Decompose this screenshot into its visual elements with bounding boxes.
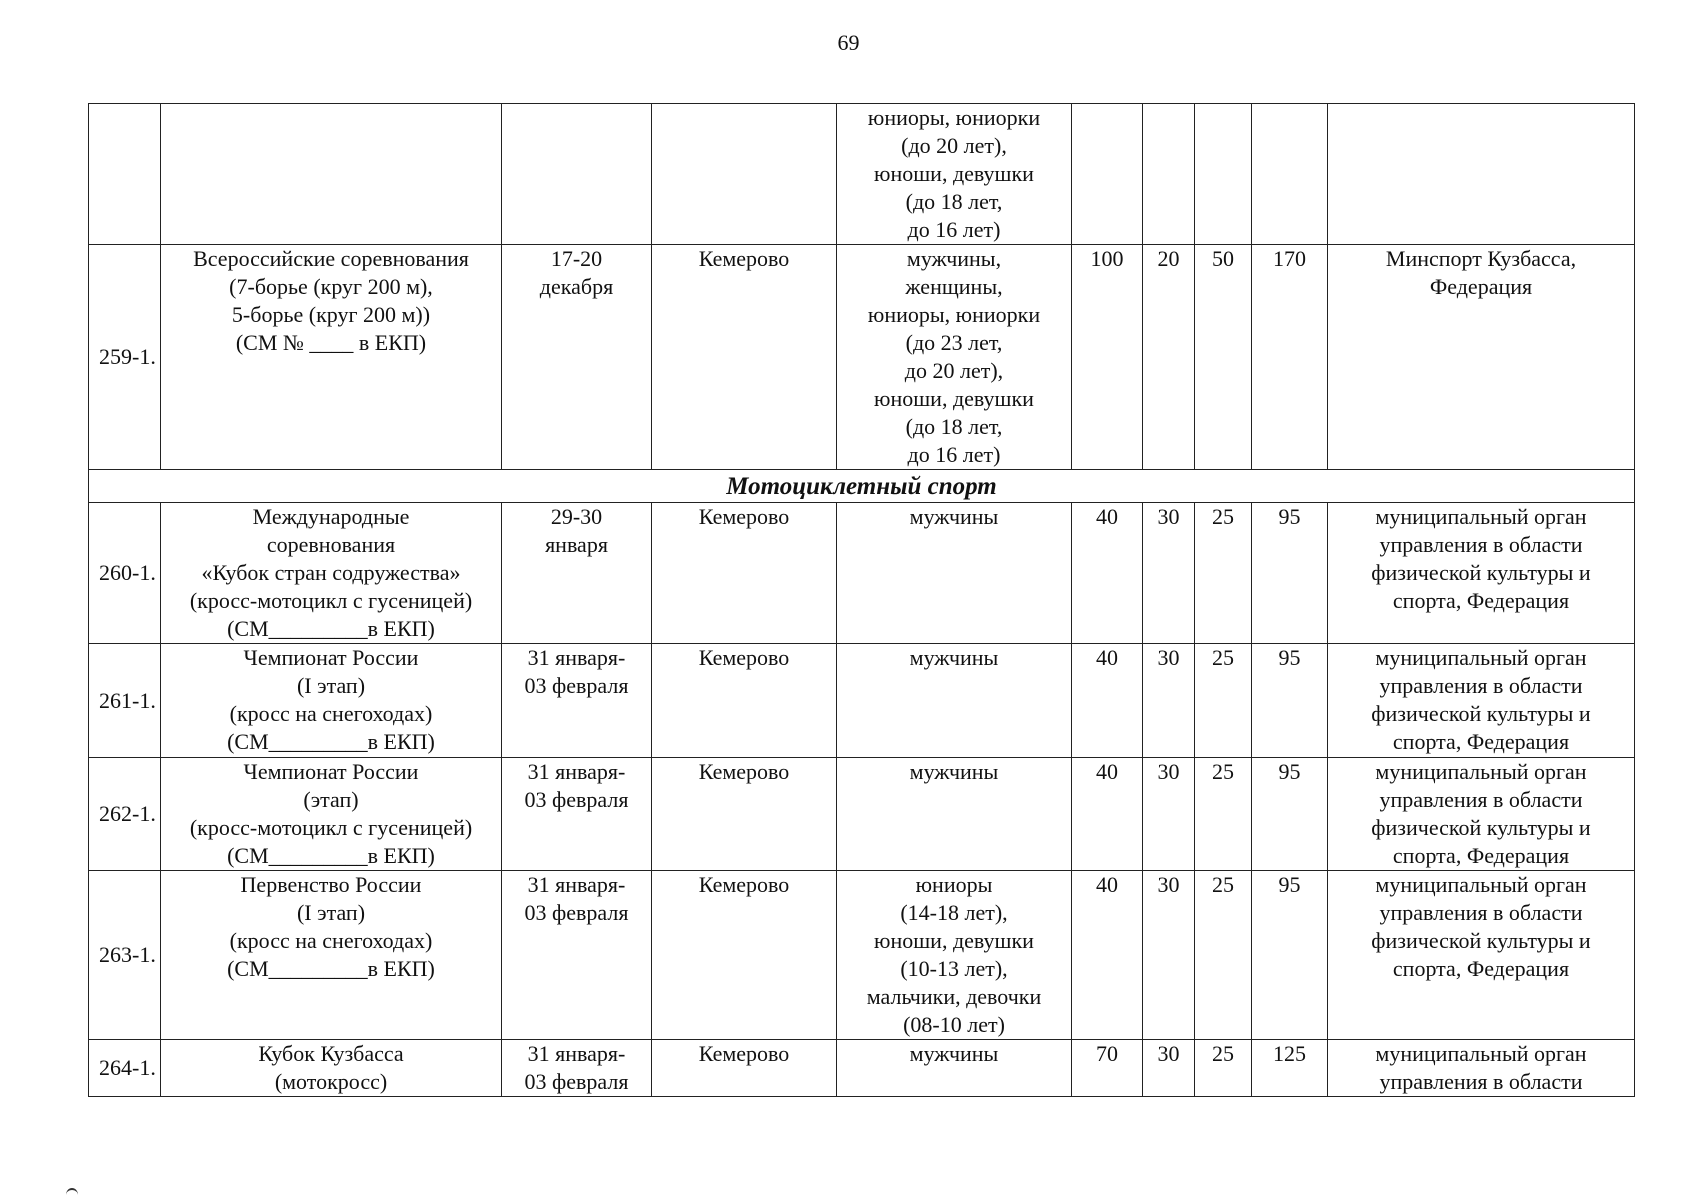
event-dates-line: декабря	[539, 274, 614, 299]
event-organizer-line: муниципальный орган	[1375, 645, 1587, 670]
count-judges-line: 25	[1212, 1041, 1234, 1066]
event-participants-line: юниоры	[915, 872, 993, 897]
event-organizer-line: управления в области	[1379, 673, 1583, 698]
count-coaches	[1143, 758, 1195, 871]
event-dates	[502, 644, 652, 758]
event-dates	[502, 245, 652, 470]
event-name	[161, 644, 502, 758]
event-organizer-line: Федерация	[1429, 274, 1533, 299]
event-number-line: 259-1.	[99, 344, 156, 369]
event-organizer-line: муниципальный орган	[1375, 759, 1587, 784]
event-name	[161, 104, 502, 245]
event-number-line: 260-1.	[99, 560, 156, 585]
event-name-line: (кросс-мотоцикл с гусеницей)	[189, 588, 473, 613]
event-name	[161, 1040, 502, 1097]
event-name-line: (мотокросс)	[274, 1069, 388, 1094]
count-athletes-line: 40	[1096, 872, 1118, 897]
count-coaches-line: 30	[1157, 1041, 1180, 1066]
event-participants-line: (до 23 лет,	[905, 330, 1003, 355]
event-name-line: (I этап)	[296, 673, 366, 698]
event-dates-line: 03 февраля	[524, 1069, 629, 1094]
event-organizer	[1328, 503, 1635, 644]
count-athletes	[1072, 245, 1143, 470]
count-coaches-line: 20	[1157, 246, 1180, 271]
event-dates-line: 17-20	[550, 246, 603, 271]
event-name-line: (I этап)	[296, 900, 366, 925]
section-title: Мотоциклетный спорт	[89, 470, 1635, 503]
event-place	[652, 1040, 837, 1097]
event-place-line: Кемерово	[698, 645, 790, 670]
event-place	[652, 503, 837, 644]
event-place	[652, 644, 837, 758]
count-judges	[1195, 245, 1252, 470]
count-total	[1252, 245, 1328, 470]
event-organizer-line: спорта, Федерация	[1392, 843, 1570, 868]
event-organizer	[1328, 758, 1635, 871]
event-number	[89, 871, 161, 1040]
count-athletes-line: 40	[1096, 645, 1118, 670]
event-organizer-line: спорта, Федерация	[1392, 956, 1570, 981]
event-place-line: Кемерово	[698, 246, 790, 271]
table-row	[89, 503, 1635, 644]
event-organizer-line: физической культуры и	[1371, 815, 1591, 840]
count-judges	[1195, 758, 1252, 871]
count-athletes-line: 40	[1096, 759, 1118, 784]
event-dates	[502, 1040, 652, 1097]
event-participants-line: (до 18 лет,	[905, 189, 1003, 214]
event-name-line: (этап)	[303, 787, 359, 812]
page-number: 69	[837, 30, 860, 55]
count-total-line: 95	[1278, 504, 1301, 529]
event-organizer	[1328, 644, 1635, 758]
event-name-line: соревнования	[266, 532, 396, 557]
event-participants	[837, 245, 1072, 470]
event-place	[652, 245, 837, 470]
event-organizer-line: Минспорт Кузбасса,	[1385, 246, 1577, 271]
event-name-line: (СМ_________в ЕКП)	[227, 729, 435, 754]
count-judges	[1195, 104, 1252, 245]
count-judges-line: 50	[1212, 246, 1234, 271]
event-participants-line: до 16 лет)	[907, 442, 1001, 467]
section-header-row	[89, 470, 1635, 503]
count-total	[1252, 758, 1328, 871]
event-place	[652, 871, 837, 1040]
event-participants	[837, 871, 1072, 1040]
event-dates-line: 29-30	[550, 504, 603, 529]
event-participants-line: юноши, девушки	[874, 161, 1034, 186]
event-participants-line: мальчики, девочки	[866, 984, 1042, 1009]
event-dates-line: 31 января-	[527, 759, 626, 784]
event-dates	[502, 758, 652, 871]
event-participants-line: мужчины	[909, 1041, 999, 1066]
event-organizer-line: муниципальный орган	[1375, 1041, 1587, 1066]
table-row	[89, 245, 1635, 470]
event-name	[161, 758, 502, 871]
event-dates-line: 31 января-	[527, 872, 626, 897]
count-total	[1252, 644, 1328, 758]
count-total	[1252, 1040, 1328, 1097]
count-coaches	[1143, 644, 1195, 758]
event-participants-line: до 16 лет)	[907, 217, 1001, 242]
event-name-line: Кубок Кузбасса	[258, 1041, 404, 1066]
count-total-line: 170	[1273, 246, 1306, 271]
event-name-line: Чемпионат России	[243, 645, 419, 670]
event-place	[652, 104, 837, 245]
event-organizer-line: физической культуры и	[1371, 560, 1591, 585]
event-organizer-line: управления в области	[1379, 900, 1583, 925]
count-judges	[1195, 644, 1252, 758]
event-number	[89, 104, 161, 245]
count-coaches	[1143, 104, 1195, 245]
event-name	[161, 503, 502, 644]
count-coaches-line: 30	[1157, 872, 1180, 897]
event-name-line: (кросс на снегоходах)	[229, 928, 433, 953]
event-organizer	[1328, 245, 1635, 470]
count-total-line: 95	[1278, 759, 1301, 784]
event-number	[89, 1040, 161, 1097]
event-organizer	[1328, 104, 1635, 245]
event-participants-line: (10-13 лет),	[900, 956, 1008, 981]
event-place-line: Кемерово	[698, 504, 790, 529]
event-participants	[837, 1040, 1072, 1097]
event-name-line: Чемпионат России	[243, 759, 419, 784]
event-number	[89, 758, 161, 871]
event-dates	[502, 871, 652, 1040]
events-table-body	[89, 104, 1635, 1097]
event-participants-line: до 20 лет),	[904, 358, 1004, 383]
event-organizer-line: управления в области	[1379, 532, 1583, 557]
count-judges	[1195, 1040, 1252, 1097]
event-name-line: Первенство России	[240, 872, 422, 897]
event-organizer	[1328, 871, 1635, 1040]
event-participants-line: юноши, девушки	[874, 386, 1034, 411]
count-total-line: 125	[1273, 1041, 1306, 1066]
count-total	[1252, 503, 1328, 644]
count-judges-line: 25	[1212, 504, 1234, 529]
event-number-line: 264-1.	[99, 1055, 156, 1080]
event-participants	[837, 644, 1072, 758]
event-participants-line: юниоры, юниорки	[867, 302, 1041, 327]
count-athletes-line: 100	[1090, 246, 1124, 271]
event-number	[89, 644, 161, 758]
count-total	[1252, 104, 1328, 245]
count-total	[1252, 871, 1328, 1040]
event-participants	[837, 758, 1072, 871]
event-number-line: 262-1.	[99, 801, 156, 826]
events-table	[88, 103, 1635, 1097]
count-coaches	[1143, 245, 1195, 470]
event-participants-line: (14-18 лет),	[900, 900, 1008, 925]
event-place-line: Кемерово	[698, 872, 790, 897]
count-coaches	[1143, 503, 1195, 644]
event-participants-line: мужчины,	[906, 246, 1002, 271]
event-participants-line: (08-10 лет)	[903, 1012, 1005, 1037]
count-judges	[1195, 503, 1252, 644]
event-name-line: (СМ_________в ЕКП)	[227, 616, 435, 641]
count-athletes	[1072, 758, 1143, 871]
table-row	[89, 644, 1635, 758]
event-dates-line: 03 февраля	[524, 673, 629, 698]
count-total-line: 95	[1278, 872, 1301, 897]
table-row	[89, 104, 1635, 245]
event-organizer-line: муниципальный орган	[1375, 872, 1587, 897]
event-number	[89, 245, 161, 470]
count-athletes	[1072, 503, 1143, 644]
event-dates-line: 31 января-	[527, 1041, 626, 1066]
event-name-line: 5-борье (круг 200 м))	[231, 302, 431, 327]
event-place-line: Кемерово	[698, 759, 790, 784]
event-name-line: (кросс-мотоцикл с гусеницей)	[189, 815, 473, 840]
event-participants-line: мужчины	[909, 504, 999, 529]
count-total-line: 95	[1278, 645, 1301, 670]
count-coaches-line: 30	[1157, 504, 1180, 529]
event-participants-line: женщины,	[905, 274, 1003, 299]
event-dates	[502, 503, 652, 644]
event-number-line: 261-1.	[99, 687, 156, 713]
event-dates-line: января	[545, 532, 608, 557]
event-participants-line: юниоры, юниорки	[867, 105, 1041, 130]
event-participants-line: (до 20 лет),	[901, 133, 1007, 158]
event-place-line: Кемерово	[698, 1041, 790, 1066]
event-organizer-line: управления в области	[1379, 1069, 1583, 1094]
count-athletes	[1072, 1040, 1143, 1097]
count-athletes	[1072, 871, 1143, 1040]
event-name-line: (СМ_________в ЕКП)	[227, 843, 435, 868]
event-name-line: Международные	[252, 504, 410, 529]
event-place	[652, 758, 837, 871]
event-number-line: 263-1.	[99, 942, 156, 967]
count-judges-line: 25	[1212, 872, 1234, 897]
event-name-line: (СМ_________в ЕКП)	[227, 956, 435, 981]
event-organizer-line: управления в области	[1379, 787, 1583, 812]
event-dates-line: 31 января-	[527, 645, 626, 670]
count-judges-line: 25	[1212, 645, 1234, 670]
event-organizer-line: физической культуры и	[1371, 701, 1591, 726]
event-name	[161, 245, 502, 470]
event-dates	[502, 104, 652, 245]
event-name-line: «Кубок стран содружества»	[201, 560, 461, 585]
event-dates-line: 03 февраля	[524, 900, 629, 925]
count-athletes	[1072, 104, 1143, 245]
count-judges	[1195, 871, 1252, 1040]
count-coaches	[1143, 871, 1195, 1040]
table-row	[89, 871, 1635, 1040]
event-organizer-line: спорта, Федерация	[1392, 729, 1570, 754]
count-coaches-line: 30	[1157, 645, 1180, 670]
event-organizer-line: спорта, Федерация	[1392, 588, 1570, 613]
event-dates-line: 03 февраля	[524, 787, 629, 812]
event-organizer-line: муниципальный орган	[1375, 504, 1587, 529]
event-participants-line: мужчины	[909, 759, 999, 784]
event-participants	[837, 104, 1072, 245]
table-row	[89, 1040, 1635, 1097]
count-judges-line: 25	[1212, 759, 1234, 784]
event-name	[161, 871, 502, 1040]
count-athletes-line: 70	[1096, 1041, 1118, 1066]
event-number	[89, 503, 161, 644]
event-name-line: (кросс на снегоходах)	[229, 701, 433, 726]
event-participants-line: мужчины	[909, 645, 999, 670]
event-participants-line: юноши, девушки	[874, 928, 1034, 953]
count-coaches	[1143, 1040, 1195, 1097]
event-participants-line: (до 18 лет,	[905, 414, 1003, 439]
event-organizer-line: физической культуры и	[1371, 928, 1591, 953]
event-participants	[837, 503, 1072, 644]
count-coaches-line: 30	[1157, 759, 1180, 784]
count-athletes-line: 40	[1096, 504, 1118, 529]
event-name-line: Всероссийские соревнования	[193, 246, 469, 271]
event-name-line: (7-борье (круг 200 м),	[229, 274, 433, 299]
event-organizer	[1328, 1040, 1635, 1097]
count-athletes	[1072, 644, 1143, 758]
event-name-line: (СМ № ____ в ЕКП)	[235, 330, 427, 355]
table-row	[89, 758, 1635, 871]
